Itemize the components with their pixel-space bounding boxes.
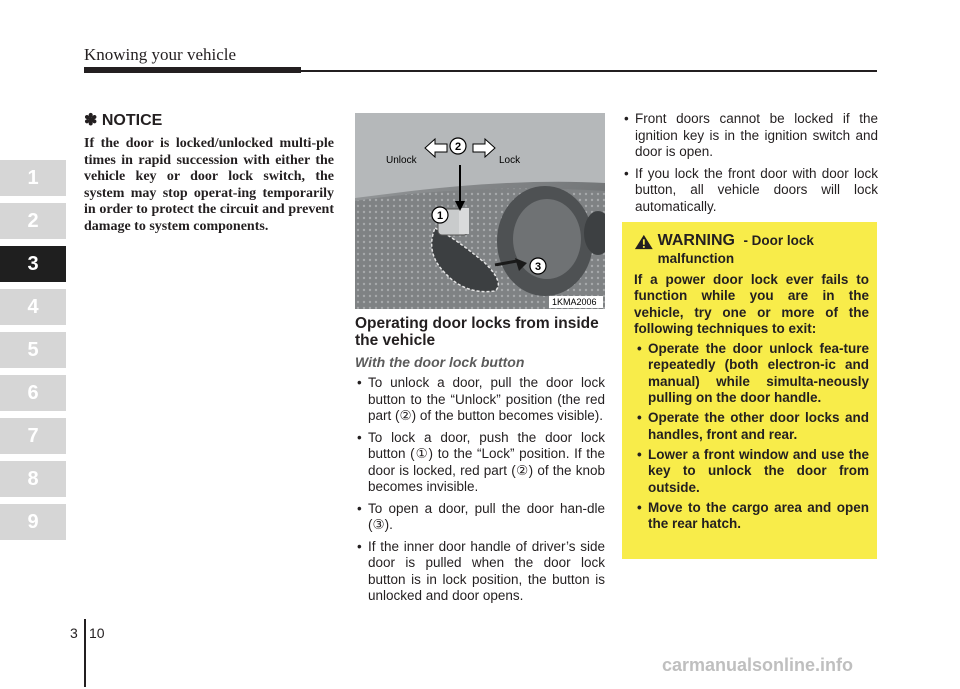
warning-box bbox=[622, 222, 877, 559]
figure-code: 1KMA2006 bbox=[552, 297, 597, 307]
warning-triangle-icon bbox=[634, 233, 654, 251]
chapter-tabs bbox=[0, 160, 66, 547]
page-chapter: 3 bbox=[70, 625, 78, 641]
header-rule-thin bbox=[301, 70, 877, 72]
instruction-list bbox=[355, 375, 605, 605]
chapter-tab-8[interactable]: 8 bbox=[0, 461, 66, 497]
warning-list bbox=[634, 341, 869, 532]
right-column bbox=[622, 111, 878, 220]
chapter-tab-2[interactable]: 2 bbox=[0, 203, 66, 239]
list-item: • If the inner door handle of driver’s side door is pulled when the door lock button is in lock position, the button is unlocked and door opens. bbox=[355, 539, 605, 605]
figure-lock-label: Lock bbox=[499, 155, 521, 166]
list-item: • Operate the door unlock fea-ture repeatedly (both electron-ic and manual) while simulta-neously pulling on the door handle. bbox=[634, 341, 869, 406]
chapter-tab-5[interactable]: 5 bbox=[0, 332, 66, 368]
notice-title: ✽ NOTICE bbox=[84, 112, 163, 129]
right-bullet-list bbox=[622, 111, 878, 215]
chapter-tab-6[interactable]: 6 bbox=[0, 375, 66, 411]
notice-box bbox=[84, 110, 334, 235]
section-subtitle: With the door lock button bbox=[355, 354, 525, 370]
figure-unlock-label: Unlock bbox=[386, 155, 417, 166]
list-item: • Operate the other door locks and handles, front and rear. bbox=[634, 410, 869, 443]
chapter-tab-1[interactable]: 1 bbox=[0, 160, 66, 196]
warning-header bbox=[634, 232, 869, 268]
header-title: Knowing your vehicle bbox=[84, 45, 237, 64]
footer-rule bbox=[84, 619, 86, 687]
list-item: • To unlock a door, pull the door lock button to the “Unlock” position (the red part (②) of the button becomes visible). bbox=[355, 375, 605, 425]
chapter-tab-7[interactable]: 7 bbox=[0, 418, 66, 454]
page-number: 10 bbox=[89, 625, 105, 641]
door-lock-section bbox=[355, 315, 605, 610]
list-item: • To lock a door, push the door lock button (①) to the “Lock” position. If the door is locked, red part (②) of the knob becomes invisible. bbox=[355, 430, 605, 496]
list-item: • To open a door, pull the door han-dle (③). bbox=[355, 501, 605, 534]
notice-body: If the door is locked/unlocked multi-ple times in rapid succession with either the vehicle key or door lock switch, the system may stop operat-ing temporarily in order to protect the circuit and prevent damage to system components. bbox=[84, 136, 334, 234]
list-item: • Front doors cannot be locked if the ignition key is in the ignition switch and door is open. bbox=[622, 111, 878, 161]
chapter-tab-4[interactable]: 4 bbox=[0, 289, 66, 325]
header-rule-thick bbox=[84, 67, 301, 73]
warning-word: WARNING bbox=[657, 232, 735, 249]
list-item: • If you lock the front door with door lock button, all vehicle doors will lock automatically. bbox=[622, 166, 878, 216]
figure-callout-1: 1 bbox=[436, 210, 444, 222]
list-item: • Lower a front window and use the key to unlock the door from outside. bbox=[634, 447, 869, 496]
door-lock-figure bbox=[355, 113, 605, 309]
list-item: • Move to the cargo area and open the rear hatch. bbox=[634, 500, 869, 533]
warning-body: If a power door lock ever fails to function while you are in the vehicle, try one or more of the following techniques to exit: bbox=[634, 272, 869, 336]
chapter-tab-3[interactable]: 3 bbox=[0, 246, 66, 282]
figure-callout-2: 2 bbox=[454, 141, 462, 153]
figure-callout-3: 3 bbox=[534, 261, 542, 273]
watermark: carmanualsonline.info bbox=[662, 655, 854, 675]
section-title: Operating door locks from inside the vehicle bbox=[355, 315, 599, 349]
chapter-tab-9[interactable]: 9 bbox=[0, 504, 66, 540]
warning-topic: - Door lock malfunction bbox=[657, 233, 814, 266]
